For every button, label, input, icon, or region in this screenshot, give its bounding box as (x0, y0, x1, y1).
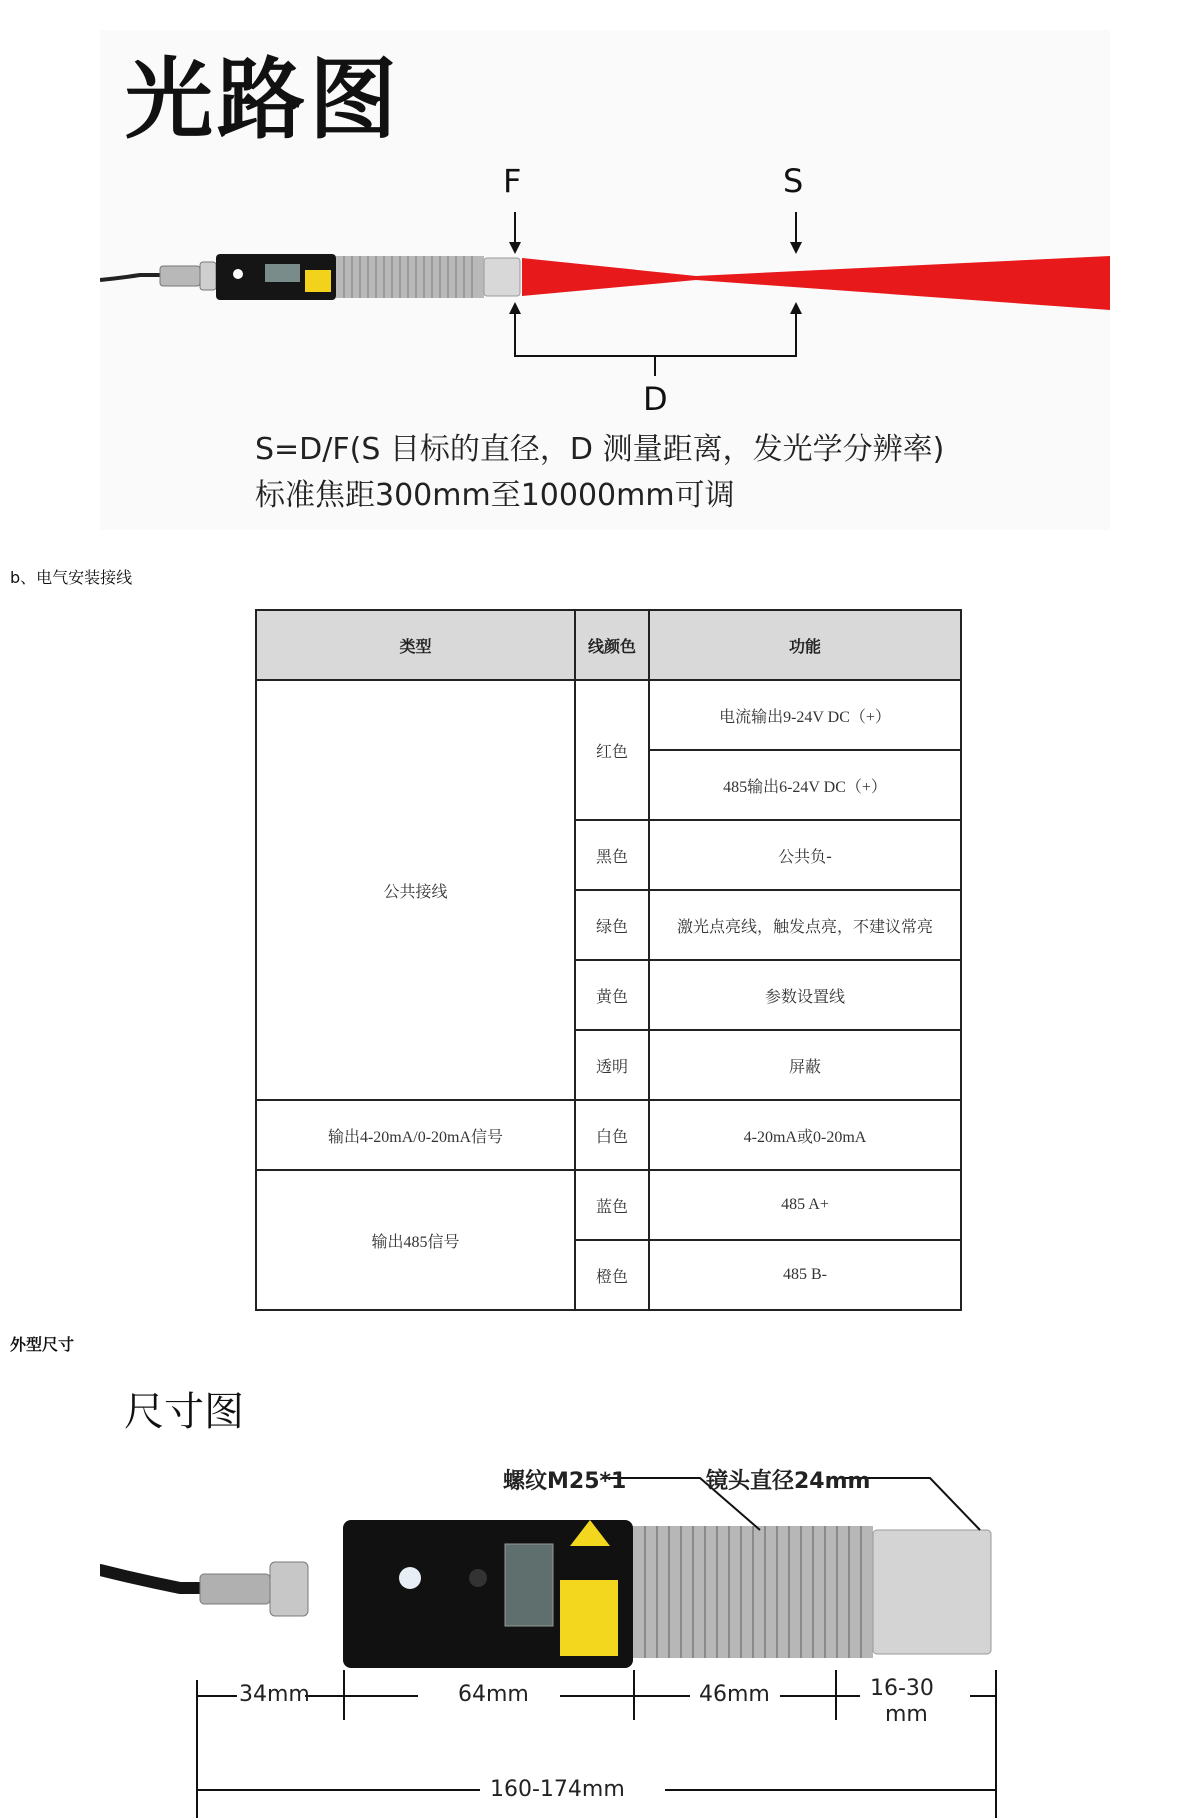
function-cell: 电流输出9-24V DC（+） (649, 680, 961, 750)
sensor-connector (160, 266, 200, 286)
dim-lens-length: 16-30 (870, 1676, 934, 1701)
function-cell: 4-20mA或0-20mA (649, 1100, 961, 1170)
sensor-button (469, 1569, 487, 1587)
function-cell: 公共负- (649, 820, 961, 890)
sensor-connector-nut (200, 262, 216, 290)
sensor-display (505, 1544, 553, 1626)
function-cell: 激光点亮线，触发点亮，不建议常亮 (649, 890, 961, 960)
dim-connector-length: 34mm (239, 1682, 310, 1707)
laser-beam-converging (522, 258, 696, 296)
function-cell: 屏蔽 (649, 1030, 961, 1100)
label-d: D (643, 380, 668, 418)
color-cell: 红色 (575, 680, 649, 820)
color-cell: 黄色 (575, 960, 649, 1030)
formula-line-2: 标准焦距300mm至10000mm可调 (255, 478, 735, 513)
type-cell: 输出485信号 (256, 1170, 575, 1310)
dimension-figure (100, 1380, 1110, 1818)
dimension-diagram (100, 1380, 1110, 1818)
s-arrowhead (790, 242, 802, 254)
f-arrowhead (509, 242, 521, 254)
dim-barrel-length: 46mm (699, 1682, 770, 1707)
label-s: S (783, 162, 804, 200)
sensor-cable (100, 275, 160, 280)
table-row (256, 1100, 961, 1170)
laser-beam-diverging (696, 256, 1110, 310)
sensor-threaded-barrel (336, 256, 484, 298)
table-row (256, 1170, 961, 1240)
sensor-lens-cap (484, 258, 520, 296)
sensor-led (233, 269, 243, 279)
wiring-table (255, 609, 962, 1311)
type-cell: 输出4-20mA/0-20mA信号 (256, 1100, 575, 1170)
sensor-cable (100, 1570, 200, 1588)
function-cell: 485 A+ (649, 1170, 961, 1240)
dim-total-length: 160-174mm (490, 1777, 625, 1802)
dim-body-length: 64mm (458, 1682, 529, 1707)
sensor-connector (200, 1574, 270, 1604)
header-wire-color: 线颜色 (575, 610, 649, 680)
thread-label: 螺纹M25*1 (503, 1469, 627, 1494)
color-cell: 蓝色 (575, 1170, 649, 1240)
lens-label: 镜头直径24mm (706, 1469, 871, 1494)
table-row (256, 680, 961, 750)
dim-lens-length-unit: mm (885, 1702, 928, 1727)
sensor-lens-cap (873, 1530, 991, 1654)
dimension-title: 尺寸图 (124, 1389, 244, 1435)
label-f: F (503, 162, 522, 200)
sensor-led (399, 1567, 421, 1589)
table-header-row (256, 610, 961, 680)
d-bracket (515, 312, 796, 356)
function-cell: 485输出6-24V DC（+） (649, 750, 961, 820)
formula-line-1: S=D/F(S 目标的直径，D 测量距离，发光学分辨率) (255, 432, 945, 467)
sensor-caution-sticker (560, 1580, 618, 1656)
optical-path-title: 光路图 (125, 48, 402, 151)
type-cell: 公共接线 (256, 680, 575, 1100)
sensor-connector-nut (270, 1562, 308, 1616)
function-cell: 参数设置线 (649, 960, 961, 1030)
sensor-display (265, 264, 300, 282)
header-function: 功能 (649, 610, 961, 680)
dimension-section-heading: 外型尺寸 (10, 1335, 75, 1354)
color-cell: 白色 (575, 1100, 649, 1170)
color-cell: 绿色 (575, 890, 649, 960)
color-cell: 黑色 (575, 820, 649, 890)
header-type: 类型 (256, 610, 575, 680)
color-cell: 透明 (575, 1030, 649, 1100)
sensor-caution-sticker (305, 270, 331, 292)
function-cell: 485 B- (649, 1240, 961, 1310)
wiring-section-heading: b、电气安装接线 (10, 568, 133, 587)
optical-path-figure (100, 30, 1110, 530)
color-cell: 橙色 (575, 1240, 649, 1310)
